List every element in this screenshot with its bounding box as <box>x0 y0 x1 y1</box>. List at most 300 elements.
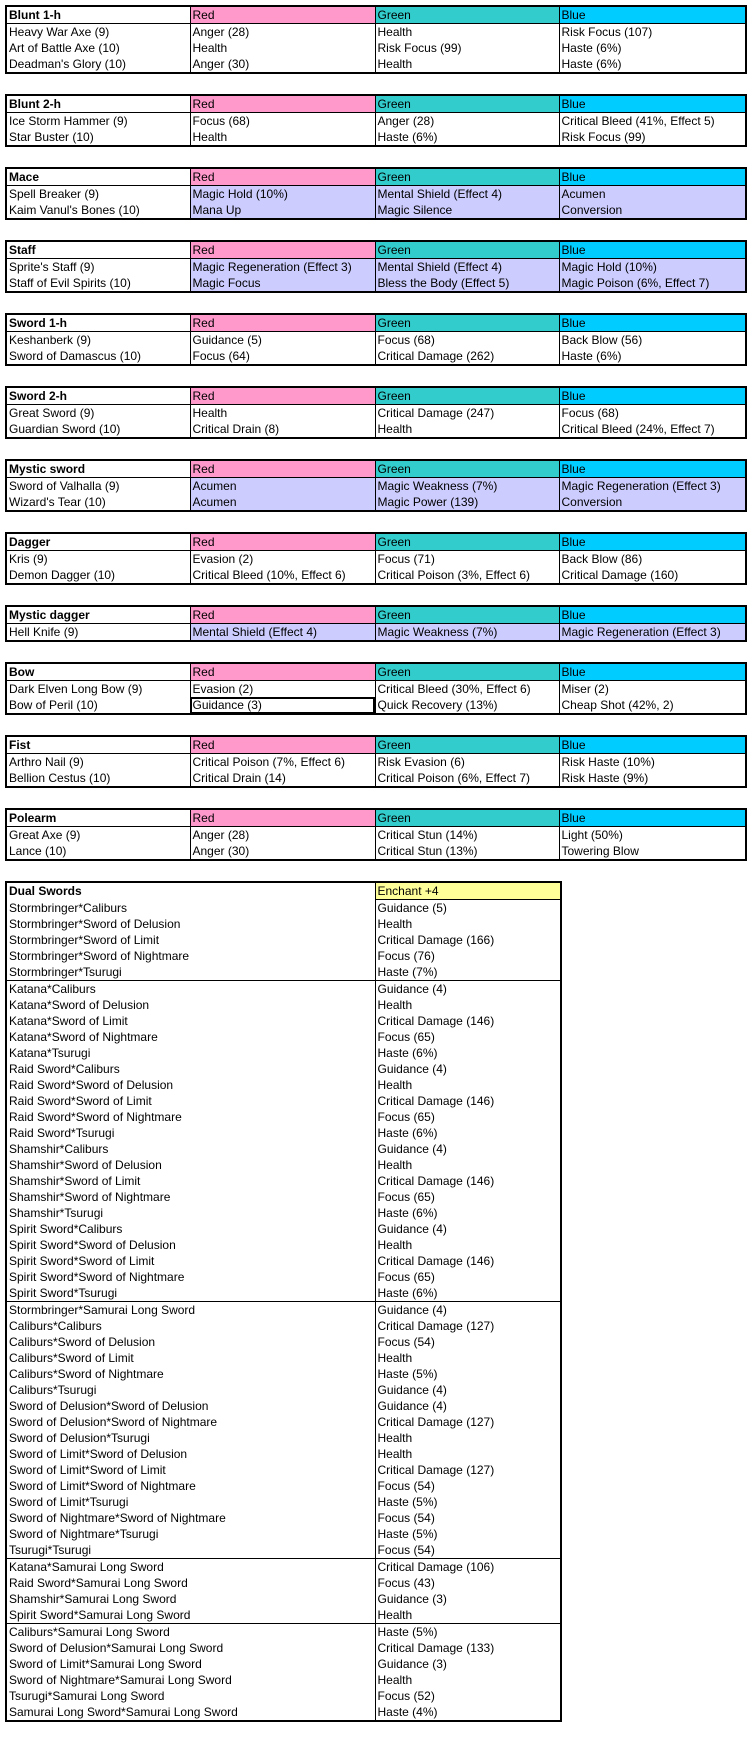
enchant-cell[interactable]: Focus (54) <box>375 1510 561 1526</box>
header-green[interactable]: Green <box>375 314 559 332</box>
header-red[interactable]: Red <box>190 6 375 24</box>
enchant-cell[interactable]: Focus (54) <box>375 1478 561 1494</box>
enchant-cell[interactable]: Haste (5%) <box>375 1366 561 1382</box>
dual-combo-cell[interactable]: Sword of Delusion*Sword of Nightmare <box>9 1415 218 1429</box>
empty-cell[interactable] <box>190 997 375 1013</box>
red-enchant-cell[interactable]: Health <box>190 129 375 146</box>
weapon-name-cell[interactable]: Deadman's Glory (10) <box>9 57 126 71</box>
green-enchant-cell[interactable]: Critical Damage (262) <box>375 348 559 365</box>
empty-cell[interactable] <box>190 981 375 998</box>
empty-cell[interactable] <box>190 1253 375 1269</box>
dual-combo-cell[interactable]: Stormbringer*Sword of Nightmare <box>9 949 190 963</box>
green-enchant-cell[interactable]: Critical Poison (3%, Effect 6) <box>375 567 559 584</box>
red-enchant-cell[interactable]: Magic Hold (10%) <box>190 186 375 203</box>
enchant-cell[interactable]: Guidance (4) <box>375 1221 561 1237</box>
dual-combo-cell[interactable]: Caliburs*Tsurugi <box>9 1383 97 1397</box>
header-blue[interactable]: Blue <box>559 387 746 405</box>
red-enchant-cell[interactable]: Health <box>190 405 375 422</box>
enchant-cell[interactable]: Focus (54) <box>375 1334 561 1350</box>
red-enchant-cell[interactable]: Focus (64) <box>190 348 375 365</box>
section-bow <box>5 662 747 715</box>
empty-cell[interactable] <box>190 1029 375 1045</box>
weapon-name-cell[interactable]: Lance (10) <box>9 844 67 858</box>
green-enchant-cell[interactable]: Critical Stun (14%) <box>375 827 559 844</box>
empty-cell[interactable] <box>190 1269 375 1285</box>
weapon-name-cell[interactable]: Ice Storm Hammer (9) <box>9 114 128 128</box>
red-enchant-cell[interactable]: Evasion (2) <box>190 681 375 698</box>
weapon-name-cell[interactable]: Keshanberk (9) <box>9 333 92 347</box>
dual-combo-cell[interactable]: Raid Sword*Sword of Limit <box>9 1094 152 1108</box>
empty-cell[interactable] <box>190 932 375 948</box>
header-green[interactable]: Green <box>375 95 559 113</box>
header-red[interactable]: Red <box>190 736 375 754</box>
green-enchant-cell[interactable]: Focus (71) <box>375 551 559 568</box>
empty-cell[interactable] <box>190 1478 375 1494</box>
empty-cell[interactable] <box>190 1624 375 1641</box>
red-enchant-cell[interactable]: Health <box>190 40 375 56</box>
section-title[interactable]: Sword 1-h <box>6 314 190 332</box>
empty-cell[interactable] <box>190 1366 375 1382</box>
dual-combo-cell[interactable]: Stormbringer*Sword of Delusion <box>9 917 181 931</box>
dual-combo-cell[interactable]: Raid Sword*Caliburs <box>9 1062 120 1076</box>
dual-combo-cell[interactable]: Caliburs*Sword of Delusion <box>9 1335 156 1349</box>
enchant-cell[interactable]: Critical Damage (127) <box>375 1318 561 1334</box>
green-enchant-cell[interactable]: Health <box>375 421 559 438</box>
enchant-cell[interactable]: Focus (65) <box>375 1189 561 1205</box>
enchant-cell[interactable]: Haste (7%) <box>375 964 561 981</box>
empty-cell[interactable] <box>190 1189 375 1205</box>
dual-combo-cell[interactable]: Sword of Nightmare*Samurai Long Sword <box>9 1673 232 1687</box>
dual-combo-cell[interactable]: Stormbringer*Tsurugi <box>9 965 122 979</box>
header-green[interactable]: Green <box>375 387 559 405</box>
enchant-cell[interactable]: Guidance (4) <box>375 981 561 998</box>
enchant-cell[interactable]: Critical Damage (166) <box>375 932 561 948</box>
dual-combo-cell[interactable]: Spirit Sword*Sword of Limit <box>9 1254 155 1268</box>
enchant-cell[interactable]: Haste (5%) <box>375 1526 561 1542</box>
header-blue[interactable]: Blue <box>559 809 746 827</box>
blue-enchant-cell[interactable]: Acumen <box>559 186 746 203</box>
enchant-cell[interactable]: Critical Damage (106) <box>375 1559 561 1576</box>
empty-cell[interactable] <box>190 900 375 917</box>
dual-combo-cell[interactable]: Spirit Sword*Caliburs <box>9 1222 123 1236</box>
section-title[interactable]: Staff <box>6 241 190 259</box>
header-blue[interactable]: Blue <box>559 241 746 259</box>
enchant-cell[interactable]: Guidance (3) <box>375 1656 561 1672</box>
empty-cell[interactable] <box>190 1237 375 1253</box>
red-enchant-cell[interactable]: Anger (30) <box>190 843 375 860</box>
section-title[interactable]: Mystic dagger <box>6 606 190 624</box>
blue-enchant-cell[interactable]: Light (50%) <box>559 827 746 844</box>
empty-cell[interactable] <box>190 882 375 900</box>
green-enchant-cell[interactable]: Bless the Body (Effect 5) <box>375 275 559 292</box>
dual-combo-cell[interactable]: Spirit Sword*Sword of Nightmare <box>9 1270 185 1284</box>
dual-combo-cell[interactable]: Sword of Limit*Tsurugi <box>9 1495 129 1509</box>
enchant-cell[interactable]: Guidance (5) <box>375 900 561 917</box>
empty-cell[interactable] <box>190 1462 375 1478</box>
enchant-cell[interactable]: Haste (6%) <box>375 1285 561 1302</box>
empty-cell[interactable] <box>190 1285 375 1302</box>
weapon-name-cell[interactable]: Kaim Vanul's Bones (10) <box>9 203 140 217</box>
empty-cell[interactable] <box>190 1061 375 1077</box>
weapon-name-cell[interactable]: Wizard's Tear (10) <box>9 495 106 509</box>
dual-combo-cell[interactable]: Shamshir*Caliburs <box>9 1142 109 1156</box>
dual-combo-cell[interactable]: Caliburs*Samurai Long Sword <box>6 1624 190 1641</box>
section-title[interactable]: Mystic sword <box>6 460 190 478</box>
empty-cell[interactable] <box>190 1109 375 1125</box>
blue-enchant-cell[interactable]: Miser (2) <box>559 681 746 698</box>
header-green[interactable]: Green <box>375 606 559 624</box>
weapon-name-cell[interactable]: Guardian Sword (10) <box>9 422 121 436</box>
header-blue[interactable]: Blue <box>559 460 746 478</box>
section-title[interactable]: Sword 2-h <box>6 387 190 405</box>
dual-combo-cell[interactable]: Shamshir*Samurai Long Sword <box>9 1592 177 1606</box>
weapon-name-cell[interactable]: Hell Knife (9) <box>9 625 79 639</box>
enchant-cell[interactable]: Focus (76) <box>375 948 561 964</box>
enchant-cell[interactable]: Guidance (3) <box>375 1591 561 1607</box>
dual-combo-cell[interactable]: Raid Sword*Sword of Nightmare <box>9 1110 182 1124</box>
blue-enchant-cell[interactable]: Towering Blow <box>559 843 746 860</box>
header-red[interactable]: Red <box>190 168 375 186</box>
red-enchant-cell[interactable]: Guidance (3) <box>190 697 375 714</box>
dual-combo-cell[interactable]: Tsurugi*Samurai Long Sword <box>9 1689 165 1703</box>
weapon-name-cell[interactable]: Bellion Cestus (10) <box>9 771 111 785</box>
green-enchant-cell[interactable]: Risk Evasion (6) <box>375 754 559 771</box>
dual-combo-cell[interactable]: Tsurugi*Tsurugi <box>9 1543 92 1557</box>
blue-enchant-cell[interactable]: Conversion <box>559 494 746 511</box>
red-enchant-cell[interactable]: Anger (28) <box>190 24 375 41</box>
green-enchant-cell[interactable]: Magic Power (139) <box>375 494 559 511</box>
empty-cell[interactable] <box>190 1173 375 1189</box>
dual-combo-cell[interactable]: Sword of Limit*Sword of Nightmare <box>9 1479 196 1493</box>
dual-combo-cell[interactable]: Shamshir*Sword of Nightmare <box>9 1190 171 1204</box>
empty-cell[interactable] <box>190 1045 375 1061</box>
header-green[interactable]: Green <box>375 533 559 551</box>
dual-combo-cell[interactable]: Spirit Sword*Sword of Delusion <box>9 1238 176 1252</box>
red-enchant-cell[interactable]: Acumen <box>190 478 375 495</box>
dual-combo-cell[interactable]: Stormbringer*Caliburs <box>9 900 128 915</box>
enchant-cell[interactable]: Haste (5%) <box>375 1494 561 1510</box>
dual-combo-cell[interactable]: Caliburs*Sword of Nightmare <box>9 1367 164 1381</box>
enchant-cell[interactable]: Critical Damage (127) <box>375 1414 561 1430</box>
enchant-cell[interactable]: Guidance (4) <box>375 1302 561 1319</box>
dual-combo-cell[interactable]: Sword of Nightmare*Sword of Nightmare <box>9 1511 226 1525</box>
green-enchant-cell[interactable]: Critical Damage (247) <box>375 405 559 422</box>
dual-combo-cell[interactable]: Spirit Sword*Samurai Long Sword <box>9 1608 191 1622</box>
blue-enchant-cell[interactable]: Haste (6%) <box>559 348 746 365</box>
green-enchant-cell[interactable]: Magic Weakness (7%) <box>375 478 559 495</box>
header-red[interactable]: Red <box>190 809 375 827</box>
header-red[interactable]: Red <box>190 460 375 478</box>
dual-combo-cell[interactable]: Stormbringer*Samurai Long Sword <box>6 1302 190 1319</box>
enchant-cell[interactable]: Health <box>375 1446 561 1462</box>
enchant-cell[interactable]: Health <box>375 1672 561 1688</box>
header-blue[interactable]: Blue <box>559 663 746 681</box>
red-enchant-cell[interactable]: Critical Bleed (10%, Effect 6) <box>190 567 375 584</box>
weapon-name-cell[interactable]: Sword of Damascus (10) <box>9 349 142 363</box>
blue-enchant-cell[interactable]: Risk Focus (99) <box>559 129 746 146</box>
red-enchant-cell[interactable]: Mana Up <box>190 202 375 219</box>
dual-combo-cell[interactable]: Sword of Nightmare*Tsurugi <box>9 1527 159 1541</box>
dual-combo-cell[interactable]: Katana*Sword of Delusion <box>9 998 150 1012</box>
header-green[interactable]: Green <box>375 736 559 754</box>
section-title[interactable]: Fist <box>6 736 190 754</box>
weapon-name-cell[interactable]: Great Sword (9) <box>9 406 95 420</box>
dual-combo-cell[interactable]: Sword of Delusion*Samurai Long Sword <box>9 1641 224 1655</box>
section-title[interactable]: Bow <box>6 663 190 681</box>
green-enchant-cell[interactable]: Magic Weakness (7%) <box>375 624 559 642</box>
empty-cell[interactable] <box>190 1141 375 1157</box>
dual-combo-cell[interactable]: Sword of Delusion*Tsurugi <box>9 1431 150 1445</box>
empty-cell[interactable] <box>190 1221 375 1237</box>
dual-combo-cell[interactable]: Caliburs*Sword of Limit <box>9 1351 134 1365</box>
enchant-cell[interactable]: Health <box>375 916 561 932</box>
dual-combo-cell[interactable]: Katana*Samurai Long Sword <box>6 1559 190 1576</box>
enchant-cell[interactable]: Critical Damage (133) <box>375 1640 561 1656</box>
green-enchant-cell[interactable]: Health <box>375 56 559 73</box>
empty-cell[interactable] <box>190 1157 375 1173</box>
empty-cell[interactable] <box>190 1526 375 1542</box>
blue-enchant-cell[interactable]: Haste (6%) <box>559 40 746 56</box>
empty-cell[interactable] <box>190 1334 375 1350</box>
weapon-name-cell[interactable]: Dark Elven Long Bow (9) <box>9 682 143 696</box>
header-red[interactable]: Red <box>190 314 375 332</box>
header-green[interactable]: Green <box>375 460 559 478</box>
enchant-cell[interactable]: Guidance (4) <box>375 1382 561 1398</box>
red-enchant-cell[interactable]: Anger (30) <box>190 56 375 73</box>
empty-cell[interactable] <box>190 1591 375 1607</box>
dual-combo-cell[interactable]: Shamshir*Tsurugi <box>9 1206 104 1220</box>
enchant-cell[interactable]: Guidance (4) <box>375 1141 561 1157</box>
header-blue[interactable]: Blue <box>559 168 746 186</box>
weapon-name-cell[interactable]: Star Buster (10) <box>9 130 94 144</box>
dual-combo-cell[interactable]: Katana*Sword of Limit <box>9 1014 128 1028</box>
empty-cell[interactable] <box>190 916 375 932</box>
blue-enchant-cell[interactable]: Critical Bleed (24%, Effect 7) <box>559 421 746 438</box>
enchant-cell[interactable]: Health <box>375 1237 561 1253</box>
green-enchant-cell[interactable]: Critical Stun (13%) <box>375 843 559 860</box>
blue-enchant-cell[interactable]: Magic Poison (6%, Effect 7) <box>559 275 746 292</box>
empty-cell[interactable] <box>190 1398 375 1414</box>
enchant-cell[interactable]: Health <box>375 1350 561 1366</box>
enchant-cell[interactable]: Haste (6%) <box>375 1045 561 1061</box>
enchant-cell[interactable]: Focus (54) <box>375 1542 561 1559</box>
empty-cell[interactable] <box>190 1575 375 1591</box>
dual-combo-cell[interactable]: Sword of Limit*Sword of Limit <box>9 1463 166 1477</box>
enchant-cell[interactable]: Health <box>375 997 561 1013</box>
green-enchant-cell[interactable]: Focus (68) <box>375 332 559 349</box>
enchant-cell[interactable]: Haste (6%) <box>375 1205 561 1221</box>
blue-enchant-cell[interactable]: Back Blow (56) <box>559 332 746 349</box>
green-enchant-cell[interactable]: Magic Silence <box>375 202 559 219</box>
header-red[interactable]: Red <box>190 663 375 681</box>
blue-enchant-cell[interactable]: Magic Regeneration (Effect 3) <box>559 478 746 495</box>
green-enchant-cell[interactable]: Critical Bleed (30%, Effect 6) <box>375 681 559 698</box>
dual-combo-cell[interactable]: Raid Sword*Samurai Long Sword <box>9 1576 188 1590</box>
red-enchant-cell[interactable]: Anger (28) <box>190 827 375 844</box>
section-title[interactable]: Polearm <box>6 809 190 827</box>
green-enchant-cell[interactable]: Risk Focus (99) <box>375 40 559 56</box>
red-enchant-cell[interactable]: Guidance (5) <box>190 332 375 349</box>
weapon-name-cell[interactable]: Heavy War Axe (9) <box>9 25 110 39</box>
blue-enchant-cell[interactable]: Risk Focus (107) <box>559 24 746 41</box>
weapon-name-cell[interactable]: Bow of Peril (10) <box>9 698 98 712</box>
blue-enchant-cell[interactable]: Conversion <box>559 202 746 219</box>
dual-combo-cell[interactable]: Sword of Limit*Sword of Delusion <box>9 1447 188 1461</box>
weapon-name-cell[interactable]: Demon Dagger (10) <box>9 568 116 582</box>
blue-enchant-cell[interactable]: Magic Hold (10%) <box>559 259 746 276</box>
enchant-cell[interactable]: Critical Damage (146) <box>375 1093 561 1109</box>
empty-cell[interactable] <box>190 1013 375 1029</box>
weapon-name-cell[interactable]: Arthro Nail (9) <box>9 755 84 769</box>
empty-cell[interactable] <box>190 1077 375 1093</box>
red-enchant-cell[interactable]: Magic Regeneration (Effect 3) <box>190 259 375 276</box>
dual-combo-cell[interactable]: Shamshir*Sword of Limit <box>9 1174 141 1188</box>
dual-combo-cell[interactable]: Katana*Tsurugi <box>9 1046 91 1060</box>
green-enchant-cell[interactable]: Health <box>375 24 559 41</box>
empty-cell[interactable] <box>190 1430 375 1446</box>
green-enchant-cell[interactable]: Critical Poison (6%, Effect 7) <box>375 770 559 787</box>
weapon-name-cell[interactable]: Staff of Evil Spirits (10) <box>9 276 131 290</box>
dual-combo-cell[interactable]: Katana*Caliburs <box>6 981 190 998</box>
red-enchant-cell[interactable]: Focus (68) <box>190 113 375 130</box>
enchant-cell[interactable]: Health <box>375 1157 561 1173</box>
header-green[interactable]: Green <box>375 809 559 827</box>
header-blue[interactable]: Blue <box>559 736 746 754</box>
blue-enchant-cell[interactable]: Focus (68) <box>559 405 746 422</box>
empty-cell[interactable] <box>190 1494 375 1510</box>
red-enchant-cell[interactable]: Mental Shield (Effect 4) <box>190 624 375 642</box>
header-red[interactable]: Red <box>190 241 375 259</box>
header-blue[interactable]: Blue <box>559 314 746 332</box>
empty-cell[interactable] <box>190 1446 375 1462</box>
empty-cell[interactable] <box>190 1607 375 1624</box>
enchant-cell[interactable]: Focus (43) <box>375 1575 561 1591</box>
section-title[interactable]: Dagger <box>6 533 190 551</box>
blue-enchant-cell[interactable]: Back Blow (86) <box>559 551 746 568</box>
red-enchant-cell[interactable]: Evasion (2) <box>190 551 375 568</box>
header-blue[interactable]: Blue <box>559 533 746 551</box>
red-enchant-cell[interactable]: Critical Poison (7%, Effect 6) <box>190 754 375 771</box>
dual-combo-cell[interactable]: Raid Sword*Sword of Delusion <box>9 1078 174 1092</box>
empty-cell[interactable] <box>190 1559 375 1576</box>
header-red[interactable]: Red <box>190 387 375 405</box>
enchant-cell[interactable]: Health <box>375 1430 561 1446</box>
blue-enchant-cell[interactable]: Cheap Shot (42%, 2) <box>559 697 746 714</box>
blue-enchant-cell[interactable]: Critical Bleed (41%, Effect 5) <box>559 113 746 130</box>
weapon-name-cell[interactable]: Art of Battle Axe (10) <box>9 41 120 55</box>
section-title[interactable]: Dual Swords <box>9 884 82 899</box>
enchant-cell[interactable]: Focus (65) <box>375 1269 561 1285</box>
blue-enchant-cell[interactable]: Risk Haste (10%) <box>559 754 746 771</box>
empty-cell[interactable] <box>190 1302 375 1319</box>
enchant-header[interactable]: Enchant +4 <box>375 882 561 900</box>
empty-cell[interactable] <box>190 1205 375 1221</box>
green-enchant-cell[interactable]: Quick Recovery (13%) <box>375 697 559 714</box>
header-green[interactable]: Green <box>375 241 559 259</box>
empty-cell[interactable] <box>190 1318 375 1334</box>
blue-enchant-cell[interactable]: Critical Damage (160) <box>559 567 746 584</box>
empty-cell[interactable] <box>190 1350 375 1366</box>
header-green[interactable]: Green <box>375 663 559 681</box>
header-blue[interactable]: Blue <box>559 606 746 624</box>
table-row <box>6 40 746 56</box>
section-blunt-1-h <box>5 5 747 74</box>
empty-cell[interactable] <box>190 1688 375 1704</box>
header-red[interactable]: Red <box>190 95 375 113</box>
dual-combo-cell[interactable]: Samurai Long Sword*Samurai Long Sword <box>9 1705 238 1719</box>
empty-cell[interactable] <box>190 948 375 964</box>
dual-combo-cell[interactable]: Shamshir*Sword of Delusion <box>9 1158 162 1172</box>
header-red[interactable]: Red <box>190 606 375 624</box>
header-red[interactable]: Red <box>190 533 375 551</box>
green-enchant-cell[interactable]: Mental Shield (Effect 4) <box>375 186 559 203</box>
empty-cell[interactable] <box>190 1656 375 1672</box>
enchant-cell[interactable]: Critical Damage (127) <box>375 1462 561 1478</box>
section-title[interactable]: Blunt 1-h <box>6 6 190 24</box>
enchant-cell[interactable]: Health <box>375 1607 561 1624</box>
dual-combo-cell[interactable]: Sword of Limit*Samurai Long Sword <box>9 1657 202 1671</box>
enchant-cell[interactable]: Critical Damage (146) <box>375 1173 561 1189</box>
empty-cell[interactable] <box>190 1382 375 1398</box>
green-enchant-cell[interactable]: Haste (6%) <box>375 129 559 146</box>
empty-cell[interactable] <box>190 1093 375 1109</box>
enchant-cell[interactable]: Critical Damage (146) <box>375 1013 561 1029</box>
enchant-cell[interactable]: Focus (65) <box>375 1109 561 1125</box>
section-title[interactable]: Blunt 2-h <box>6 95 190 113</box>
dual-combo-cell[interactable]: Raid Sword*Tsurugi <box>9 1126 115 1140</box>
header-blue[interactable]: Blue <box>559 95 746 113</box>
enchant-cell[interactable]: Critical Damage (146) <box>375 1253 561 1269</box>
weapon-name-cell[interactable]: Sword of Valhalla (9) <box>9 479 120 493</box>
enchant-cell[interactable]: Haste (6%) <box>375 1125 561 1141</box>
empty-cell[interactable] <box>190 1542 375 1559</box>
blue-enchant-cell[interactable]: Magic Regeneration (Effect 3) <box>559 624 746 642</box>
enchant-cell[interactable]: Haste (5%) <box>375 1624 561 1641</box>
green-enchant-cell[interactable]: Mental Shield (Effect 4) <box>375 259 559 276</box>
red-enchant-cell[interactable]: Critical Drain (8) <box>190 421 375 438</box>
red-enchant-cell[interactable]: Acumen <box>190 494 375 511</box>
dual-combo-cell[interactable]: Caliburs*Caliburs <box>9 1319 102 1333</box>
enchant-cell[interactable]: Guidance (4) <box>375 1398 561 1414</box>
table-row <box>6 129 746 146</box>
enchant-cell[interactable]: Focus (52) <box>375 1688 561 1704</box>
empty-cell[interactable] <box>190 1125 375 1141</box>
empty-cell[interactable] <box>190 1414 375 1430</box>
green-enchant-cell[interactable]: Anger (28) <box>375 113 559 130</box>
weapon-name-cell[interactable]: Great Axe (9) <box>9 828 81 842</box>
header-green[interactable]: Green <box>375 6 559 24</box>
dual-combo-cell[interactable]: Katana*Sword of Nightmare <box>9 1030 158 1044</box>
weapon-name-cell[interactable]: Spell Breaker (9) <box>9 187 100 201</box>
enchant-cell[interactable]: Health <box>375 1077 561 1093</box>
enchant-cell[interactable]: Haste (4%) <box>375 1704 561 1721</box>
blue-enchant-cell[interactable]: Risk Haste (9%) <box>559 770 746 787</box>
dual-combo-cell[interactable]: Sword of Delusion*Sword of Delusion <box>9 1399 209 1413</box>
section-title[interactable]: Mace <box>6 168 190 186</box>
header-blue[interactable]: Blue <box>559 6 746 24</box>
empty-cell[interactable] <box>190 964 375 981</box>
enchant-cell[interactable]: Guidance (4) <box>375 1061 561 1077</box>
dual-combo-cell[interactable]: Spirit Sword*Tsurugi <box>9 1286 118 1300</box>
red-enchant-cell[interactable]: Critical Drain (14) <box>190 770 375 787</box>
red-enchant-cell[interactable]: Magic Focus <box>190 275 375 292</box>
header-green[interactable]: Green <box>375 168 559 186</box>
enchant-cell[interactable]: Focus (65) <box>375 1029 561 1045</box>
weapon-name-cell[interactable]: Sprite's Staff (9) <box>9 260 95 274</box>
weapon-name-cell[interactable]: Kris (9) <box>9 552 48 566</box>
blue-enchant-cell[interactable]: Haste (6%) <box>559 56 746 73</box>
dual-combo-cell[interactable]: Stormbringer*Sword of Limit <box>9 933 160 947</box>
